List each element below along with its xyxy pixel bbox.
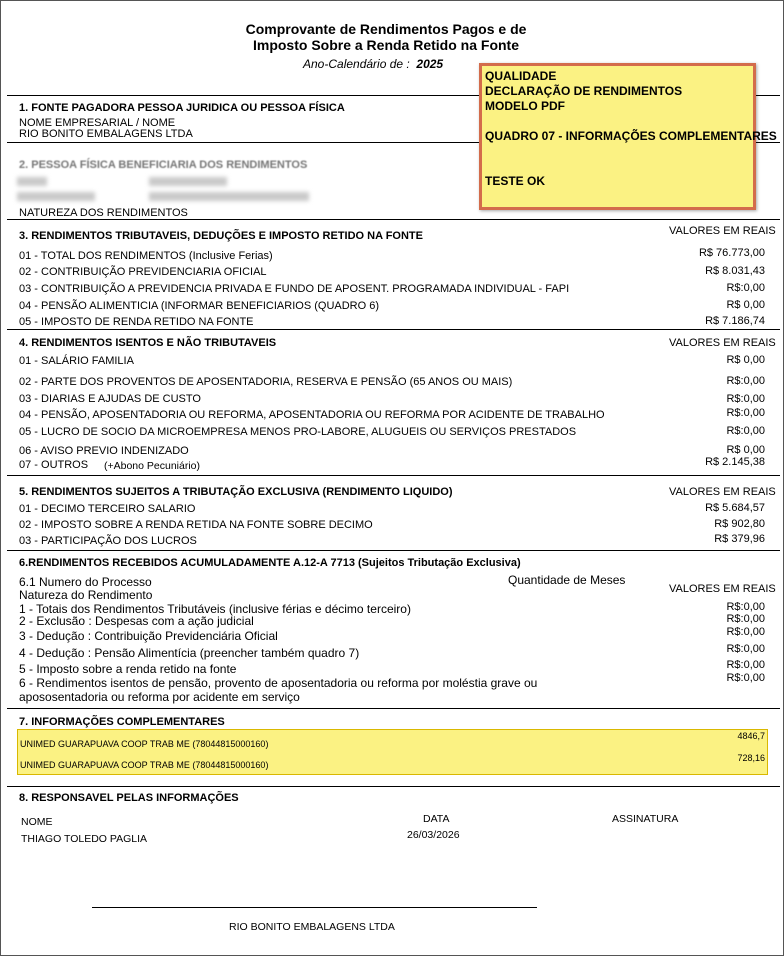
section4-row-label: 04 - PENSÃO, APOSENTADORIA OU REFORMA, APOSENTADORIA OU REFORMA POR ACIDENTE DE TRABALHO <box>19 409 605 421</box>
section7-row-value: 728,16 <box>737 753 765 763</box>
section3-heading: 3. RENDIMENTOS TRIBUTAVEIS, DEDUÇÕES E IMPOSTO RETIDO NA FONTE <box>19 230 423 242</box>
section4-row-value: R$:0,00 <box>726 425 765 437</box>
ano-label: Ano-Calendário de : <box>303 57 410 71</box>
section1-label: NOME EMPRESARIAL / NOME <box>19 117 176 129</box>
section4-row-label: 03 - DIARIAS E AJUDAS DE CUSTO <box>19 393 201 405</box>
note-line: TESTE OK <box>485 174 546 188</box>
divider <box>7 786 780 787</box>
section4-row-label: 06 - AVISO PREVIO INDENIZADO <box>19 445 189 457</box>
section4-row-note: (+Abono Pecuniário) <box>104 460 201 472</box>
note-line: MODELO PDF <box>485 99 565 113</box>
section6-row-value: R$:0,00 <box>726 659 765 671</box>
section6-row-value: R$:0,00 <box>726 643 765 655</box>
assinatura-label: ASSINATURA <box>612 813 679 825</box>
section5-row-value: R$ 5.684,57 <box>705 502 765 514</box>
section1-company: RIO BONITO EMBALAGENS LTDA <box>19 128 193 140</box>
section7-row-label: UNIMED GUARAPUAVA COOP TRAB ME (78044815000160) <box>20 760 269 770</box>
section3-row-label: 03 - CONTRIBUIÇÃO A PREVIDENCIA PRIVADA E FUNDO DE APOSENT. PROGRAMADA INDIVIDUAL - FAPI <box>19 283 570 295</box>
section7-row-label: UNIMED GUARAPUAVA COOP TRAB ME (78044815000160) <box>20 739 269 749</box>
section5-row-label: 03 - PARTICIPAÇÃO DOS LUCROS <box>19 535 197 547</box>
nome-label: NOME <box>21 816 53 828</box>
section3-row-value: R$ 7.186,74 <box>705 315 765 327</box>
section3-row-label: 04 - PENSÃO ALIMENTICIA (INFORMAR BENEFICIARIOS (QUADRO 6) <box>19 300 380 312</box>
section2-heading: 2. PESSOA FÍSICA BENEFICIARIA DOS RENDIMENTOS <box>19 159 308 171</box>
section4-row-value: R$:0,00 <box>726 393 765 405</box>
section5-heading: 5. RENDIMENTOS SUJEITOS A TRIBUTAÇÃO EXCLUSIVA (RENDIMENTO LIQUIDO) <box>19 486 453 498</box>
signature-company: RIO BONITO EMBALAGENS LTDA <box>229 921 395 933</box>
signature-line <box>92 907 537 908</box>
section6-row-label: 2 - Exclusão : Despesas com a ação judicial <box>19 614 254 628</box>
redacted-field <box>17 177 47 186</box>
values-label: VALORES EM REAIS <box>669 486 776 498</box>
section8-heading: 8. RESPONSAVEL PELAS INFORMAÇÕES <box>19 792 239 804</box>
document-title-line2: Imposto Sobre a Renda Retido na Fonte <box>252 37 520 53</box>
section3-row-value: R$ 0,00 <box>726 299 765 311</box>
section4-row-value: R$:0,00 <box>726 407 765 419</box>
section6-row-value: R$:0,00 <box>726 672 765 684</box>
section3-row-value: R$:0,00 <box>726 282 765 294</box>
ano-calendario <box>303 57 443 71</box>
section7-row-value: 4846,7 <box>737 731 765 741</box>
section3-row-label: 05 - IMPOSTO DE RENDA RETIDO NA FONTE <box>19 316 254 328</box>
responsavel-data: 26/03/2026 <box>407 829 460 841</box>
section6-row-label-cont: apososentadoria ou reforma por acidente em serviço <box>19 690 300 704</box>
section6-quantidade: Quantidade de Meses <box>508 573 626 587</box>
section5-row-value: R$ 902,80 <box>714 518 765 530</box>
document-title-line1: Comprovante de Rendimentos Pagos e de <box>245 21 527 37</box>
section6-heading: 6.RENDIMENTOS RECEBIDOS ACUMULADAMENTE A.12-A 7713 (Sujeitos Tributação Exclusiva) <box>19 557 521 569</box>
section6-row-value: R$:0,00 <box>726 613 765 625</box>
section3-row-label: 01 - TOTAL DOS RENDIMENTOS (Inclusive Ferias) <box>19 250 273 262</box>
section4-heading: 4. RENDIMENTOS ISENTOS E NÃO TRIBUTAVEIS <box>19 337 277 349</box>
sticky-note[interactable] <box>479 63 777 210</box>
section6-processo: 6.1 Numero do Processo <box>19 575 152 589</box>
natureza-rendimentos: NATUREZA DOS RENDIMENTOS <box>19 207 188 219</box>
note-line: QUALIDADE <box>485 69 557 83</box>
redacted-field <box>17 192 95 201</box>
section6-natureza: Natureza do Rendimento <box>19 588 153 602</box>
redacted-field <box>149 177 227 186</box>
values-label: VALORES EM REAIS <box>669 583 776 595</box>
section6-row-label: 5 - Imposto sobre a renda retido na fonte <box>19 662 237 676</box>
values-label: VALORES EM REAIS <box>669 337 776 349</box>
responsavel-nome: THIAGO TOLEDO PAGLIA <box>21 833 148 845</box>
section6-row-value: R$:0,00 <box>726 601 765 613</box>
section5-row-label: 02 - IMPOSTO SOBRE A RENDA RETIDA NA FONTE SOBRE DECIMO <box>19 519 373 531</box>
data-label: DATA <box>423 813 450 825</box>
section4-row-value: R$ 2.145,38 <box>705 456 765 468</box>
divider <box>7 329 780 330</box>
note-line: QUADRO 07 - INFORMAÇÕES COMPLEMENTARES <box>485 129 777 143</box>
section5-row-value: R$ 379,96 <box>714 533 765 545</box>
section6-row-label: 3 - Dedução : Contribuição Previdenciária Oficial <box>19 629 278 643</box>
section3-row-value: R$ 76.773,00 <box>698 247 765 259</box>
redacted-field <box>149 192 309 201</box>
highlight-box <box>17 729 768 775</box>
note-line: DECLARAÇÃO DE RENDIMENTOS <box>485 84 683 98</box>
divider <box>7 708 780 709</box>
section4-row-value: R$:0,00 <box>726 375 765 387</box>
section7-heading: 7. INFORMAÇÕES COMPLEMENTARES <box>19 716 225 728</box>
section3-row-value: R$ 8.031,43 <box>705 265 765 277</box>
section4-row-label: 01 - SALÁRIO FAMILIA <box>19 355 134 367</box>
section6-row-label: 4 - Dedução : Pensão Alimentícia (preencher também quadro 7) <box>19 646 360 660</box>
ano-value: 2025 <box>416 57 444 71</box>
section6-row-label: 6 - Rendimentos isentos de pensão, provento de aposentadoria ou reforma por moléstia grave ou <box>19 676 538 690</box>
section1-heading: 1. FONTE PAGADORA PESSOA JURIDICA OU PESSOA FÍSICA <box>19 102 345 114</box>
section4-row-value: R$ 0,00 <box>726 354 765 366</box>
section5-row-label: 01 - DECIMO TERCEIRO SALARIO <box>19 503 196 515</box>
section4-row-label: 02 - PARTE DOS PROVENTOS DE APOSENTADORIA, RESERVA E PENSÃO (65 ANOS OU MAIS) <box>19 376 513 388</box>
section4-row-value: R$ 0,00 <box>726 444 765 456</box>
section6-row-value: R$:0,00 <box>726 626 765 638</box>
divider <box>7 550 780 551</box>
section6-row-label: 1 - Totais dos Rendimentos Tributáveis (inclusive férias e décimo terceiro) <box>19 602 411 616</box>
section4-row-label: 07 - OUTROS <box>19 459 89 471</box>
values-label: VALORES EM REAIS <box>669 225 776 237</box>
divider <box>7 219 780 220</box>
section4-row-label: 05 - LUCRO DE SOCIO DA MICROEMPRESA MENOS PRO-LABORE, ALUGUEIS OU SERVIÇOS PRESTADOS <box>19 426 577 438</box>
section3-row-label: 02 - CONTRIBUIÇÃO PREVIDENCIARIA OFICIAL <box>19 266 267 278</box>
divider <box>7 475 780 476</box>
